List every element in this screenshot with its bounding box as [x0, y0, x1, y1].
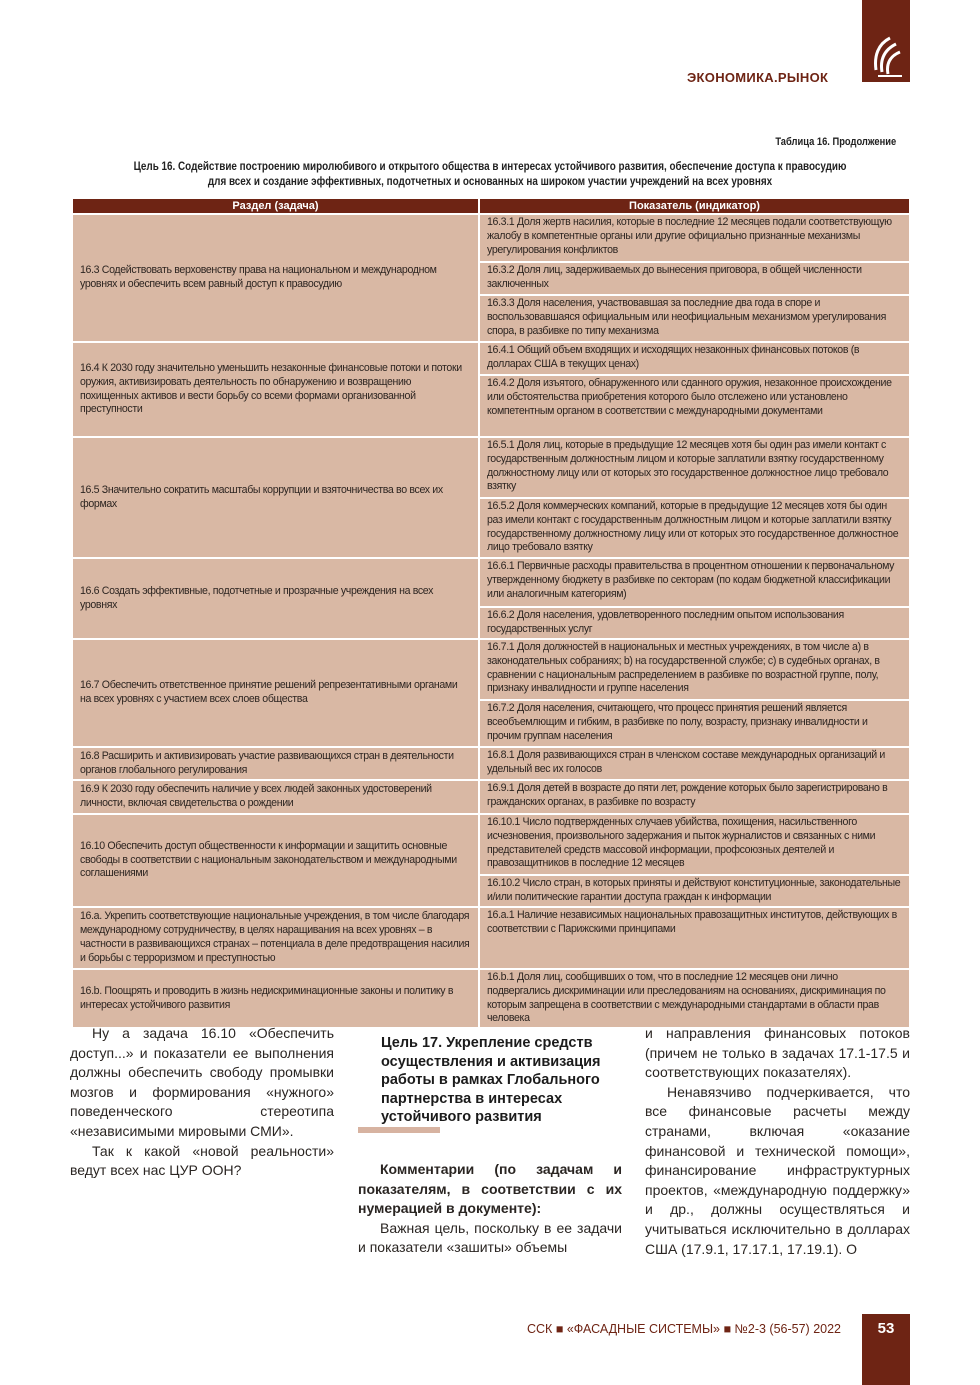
task-cell: 16.8 Расширить и активизировать участие развивающихся стран в деятельности органов глобального регулирования: [73, 748, 478, 779]
table-row: [73, 343, 909, 374]
indicator-cell: 16.4.2 Доля изъятого, обнаруженного или сданного оружия, незаконное происхождение или обстоятельства приобретения которого было отслежено или установлено компетентным органом в соответствии с международными документами: [480, 376, 909, 436]
paragraph: Ну а задача 16.10 «Обеспечить доступ...» и показатели ее выполнения должны обеспечить свободу промывки мозгов и формирования «нужного» поведенческого стереотипа «независимыми мировыми СМИ».: [70, 1025, 334, 1139]
indicator-cell: 16.5.2 Доля коммерческих компаний, которые в предыдущие 12 месяцев хотя бы один раз имели контакт с государственным должностным лицом и которые заплатили взятку государственному должностному лицу или от которых это государственное должностное лицо требовало взятку: [480, 499, 909, 557]
article-column-1: [70, 1024, 334, 1181]
indicator-cell: 16.3.3 Доля населения, участвовавшая за последние два года в споре и воспользовавшаяся официальным или неофициальным механизмом урегулирования спора, в разбивке по типу механизма: [480, 296, 909, 341]
table-row: [73, 781, 909, 813]
article-column-2: [358, 1160, 622, 1258]
paragraph: Так к какой «новой реальности» ведут всех нас ЦУР ООН?: [70, 1142, 334, 1179]
task-cell: 16.10 Обеспечить доступ общественности к информации и защитить основные свободы в соответствии с национальным законодательством и международными соглашениями: [73, 815, 478, 906]
magazine-logo-icon: [868, 34, 904, 80]
indicator-cell: 16.5.1 Доля лиц, которые в предыдущие 12 месяцев хотя бы один раз имели контакт с государственным должностным лицом и которые заплатили взятку государственному должностному лицу или от которых это государственное должностное лицо требовало взятку: [480, 438, 909, 497]
indicator-cell: 16.10.1 Число подтвержденных случаев убийства, похищения, насильственного исчезновения, произвольного задержания и пыток журналистов и связанных с ними представителей средств массовой информации, профсоюзных деятелей и правозащитников в последние 12 месяцев: [480, 815, 909, 874]
paragraph: и направления финансовых потоков (причем не только в задачах 17.1-17.5 и соответствующих показателях).: [645, 1025, 910, 1081]
heading-accent-bar: [358, 1127, 440, 1133]
paragraph: Ненавязчиво подчеркивается, что все финансовые расчеты между странами, включая «оказание финансовой и технической помощи», финансирование инфраструктурных проектов, «международную поддержку» и др., должны осуществляться и учитываться исключительно в долларах США (17.9.1, 17.17.1, 17.19.1). О: [645, 1083, 910, 1257]
section-title: ЭКОНОМИКА.РЫНОК: [687, 70, 829, 85]
header-color-block: [862, 0, 910, 82]
column-header-task: Раздел (задача): [73, 199, 478, 213]
article-column-3: [645, 1024, 910, 1259]
table-row: [73, 815, 909, 874]
task-cell: 16.a. Укрепить соответствующие национальные учреждения, в том числе благодаря международному сотрудничеству, в целях наращивания на всех уровнях – в частности в развивающихся странах – потенциала в деле предотвращения насилия и борьбы с терроризмом и преступностью: [73, 908, 478, 968]
task-cell: 16.6 Создать эффективные, подотчетные и прозрачные учреждения на всех уровнях: [73, 559, 478, 638]
task-cell: 16.4 К 2030 году значительно уменьшить незаконные финансовые потоки и потоки оружия, активизировать деятельность по обнаружению и возвращению похищенных активов и вести борьбу со всеми формами организованной преступности: [73, 343, 478, 436]
indicator-cell: 16.b.1 Доля лиц, сообщивших о том, что в последние 12 месяцев они лично подвергались дискриминации или преследованиям на основаниях, дискриминация по которым запрещена в соответствии с международными стандартами в области прав человека: [480, 970, 909, 1027]
table-caption: Таблица 16. Продолжение: [775, 136, 896, 148]
page-number: 53: [877, 1320, 895, 1337]
indicator-cell: 16.10.2 Число стран, в которых приняты и действуют конституционные, законодательные и/или политические гарантии доступа граждан к информации: [480, 876, 909, 906]
table-row: [73, 908, 909, 968]
indicator-cell: 16.6.2 Доля населения, удовлетворенного последним опытом использования государственных услуг: [480, 608, 909, 638]
task-cell: 16.5 Значительно сократить масштабы коррупции и взяточничества во всех их формах: [73, 438, 478, 557]
table-title: [72, 160, 908, 190]
indicator-cell: 16.7.1 Доля должностей в национальных и местных учреждениях, в том числе a) в законодательных собраниях; b) на государственной службе; c) в судебных органах, в сравнении с национальным распределением в разбивке по возрастной группе, полу, признаку инвалидности и группе населения: [480, 640, 909, 699]
journal-footer: ССК ■ «ФАСАДНЫЕ СИСТЕМЫ» ■ №2-3 (56-57) 2022: [527, 1322, 841, 1336]
indicator-cell: 16.7.2 Доля населения, считающего, что процесс принятия решений является всеобъемлющим и гибким, в разбивке по полу, возрасту, признаку инвалидности и прочим группам населения: [480, 701, 909, 746]
task-cell: 16.3 Содействовать верховенству права на национальном и международном уровнях и обеспечить всем равный доступ к правосудию: [73, 215, 478, 341]
task-cell: 16.b. Поощрять и проводить в жизнь недискриминационные законы и политику в интересах устойчивого развития: [73, 970, 478, 1027]
indicator-cell: 16.3.2 Доля лиц, задерживаемых до вынесения приговора, в общей численности заключенных: [480, 263, 909, 294]
indicator-cell: 16.6.1 Первичные расходы правительства в процентном отношении к первоначальному утвержденному бюджету в разбивке по секторам (по кодам бюджетной классификации или аналогичным категориям): [480, 559, 909, 606]
indicator-cell: 16.4.1 Общий объем входящих и исходящих незаконных финансовых потоков (в долларах США в текущих ценах): [480, 343, 909, 374]
table-row: [73, 970, 909, 1027]
goal16-table: [71, 197, 911, 1029]
comments-heading: Комментарии (по задачам и показателям, в соответствии с их нумерацией в документе):: [358, 1161, 622, 1217]
table-row: [73, 215, 909, 261]
table-row: [73, 559, 909, 606]
indicator-cell: 16.a.1 Наличие независимых национальных правозащитных институтов, действующих в соответствии с Парижскими принципами: [480, 908, 909, 968]
indicator-cell: 16.3.1 Доля жертв насилия, которые в последние 12 месяцев подали соответствующую жалобу в компетентные органы или другие официально признанные механизмы урегулирования конфликтов: [480, 215, 909, 261]
column-header-indicator: Показатель (индикатор): [480, 199, 909, 213]
paragraph: Важная цель, поскольку в ее задачи и показатели «зашиты» объемы: [358, 1219, 622, 1256]
table-title-line: для всех и создание эффективных, подотчетных и основанных на широком участии учреждений на всех уровнях: [207, 176, 773, 188]
indicator-cell: 16.8.1 Доля развивающихся стран в членском составе международных организаций и удельный вес их голосов: [480, 748, 909, 779]
table-title-line: Цель 16. Содействие построению миролюбивого и открытого общества в интересах устойчивого развития, обеспечение доступа к правосудию: [133, 161, 847, 173]
table-row: [73, 748, 909, 779]
indicator-cell: 16.9.1 Доля детей в возрасте до пяти лет, рождение которых было зарегистрировано в гражданских органах, в разбивке по возрасту: [480, 781, 909, 813]
goal17-heading: Цель 17. Укрепление средств осуществления и активизация работы в рамках Глобального партнерства в интересах устойчивого развития: [381, 1035, 601, 1125]
task-cell: 16.9 К 2030 году обеспечить наличие у всех людей законных удостоверений личности, включая свидетельства о рождении: [73, 781, 478, 813]
task-cell: 16.7 Обеспечить ответственное принятие решений репрезентативными органами на всех уровнях с участием всех слоев общества: [73, 640, 478, 746]
table-row: [73, 640, 909, 699]
page-number-box: [862, 1314, 910, 1385]
table-row: [73, 438, 909, 497]
